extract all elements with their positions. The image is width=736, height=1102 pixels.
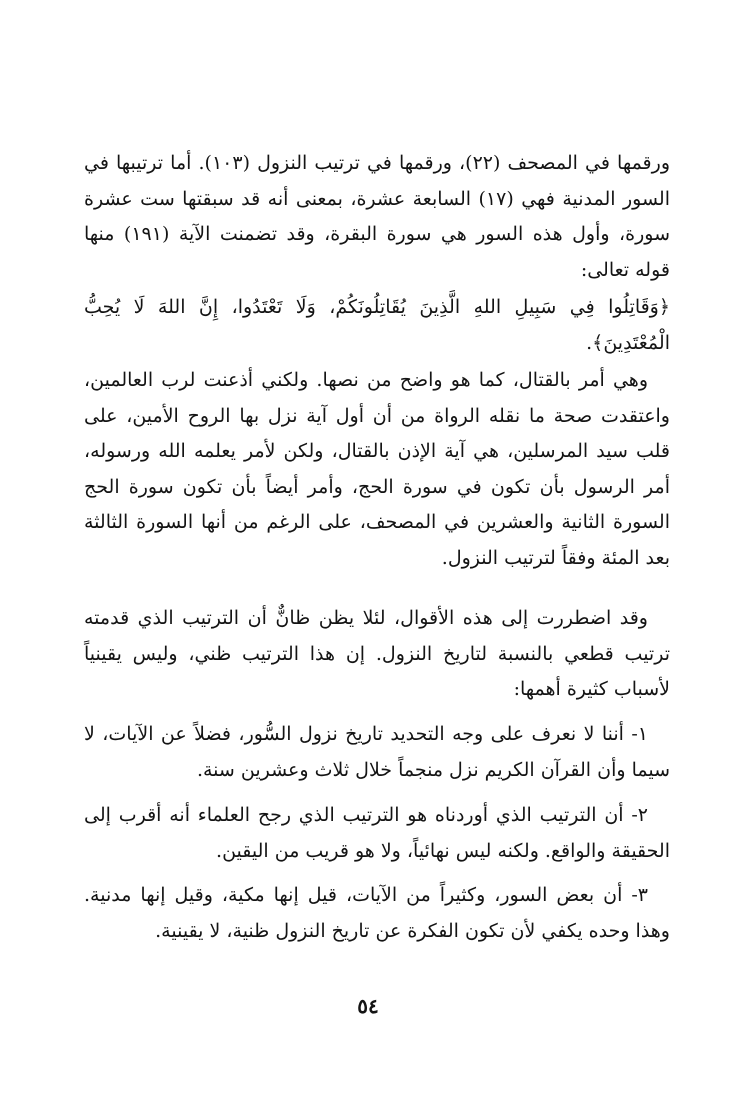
reason-item-1: ١- أننا لا نعرف على وجه التحديد تاريخ نزول السُّور، فضلاً عن الآيات، لا سيما وأن القرآن الكريم نزل منجماً خلال ثلاث وعشرين سنة.: [84, 723, 670, 781]
paragraph-command-to-fight: وهي أمر بالقتال، كما هو واضح من نصها. ولكني أذعنت لرب العالمين، واعتقدت صحة ما نقله الرواة من أن أول آية نزل بها الروح الأمين، على قلب سيد المرسلين، هي آية الإذن بالقتال، ولكن لأمر يعلمه الله ورسوله، أمر الرسول بأن تكون في سورة الحج، وأمر أيضاً بأن تكون سورة الحج السورة الثانية والعشرين في المصحف، على الرغم من أنها السورة الثالثة بعد المئة وفقاً لترتيب النزول.: [84, 369, 670, 569]
reason-item-3: ٣- أن بعض السور، وكثيراً من الآيات، قيل إنها مكية، وقيل إنها مدنية. وهذا وحده يكفي لأن تكون الفكرة عن تاريخ النزول ظنية، لا يقينية.: [84, 884, 670, 942]
quran-verse: ﴿وَقَاتِلُوا فِي سَبِيلِ اللهِ الَّذِينَ يُقَاتِلُونَكُمْ، وَلَا تَعْتَدُوا، إِنَّ اللهَ لَا يُحِبُّ الْمُعْتَدِينَ﴾.: [84, 296, 670, 354]
reason-item-2: ٢- أن الترتيب الذي أوردناه هو الترتيب الذي رجح العلماء أنه أقرب إلى الحقيقة والواقع. ولكنه ليس نهائياً، ولا هو قريب من اليقين.: [84, 804, 670, 862]
page-number: ٥٤: [357, 994, 379, 1018]
paragraph-surah-order: ورقمها في المصحف (٢٢)، ورقمها في ترتيب النزول (١٠٣). أما ترتيبها في السور المدنية فهي (١٧) السابعة عشرة، بمعنى أنه قد سبقتها ست عشرة سورة، وأول هذه السور هي سورة البقرة، وقد تضمنت الآية (١٩١) منها قوله تعالى:: [84, 152, 670, 281]
paragraph-order-uncertainty: وقد اضطررت إلى هذه الأقوال، لئلا يظن ظانٌّ أن الترتيب الذي قدمته ترتيب قطعي بالنسبة لتاريخ النزول. إن هذا الترتيب ظني، وليس يقينياً لأسباب كثيرة أهمها:: [84, 607, 670, 700]
